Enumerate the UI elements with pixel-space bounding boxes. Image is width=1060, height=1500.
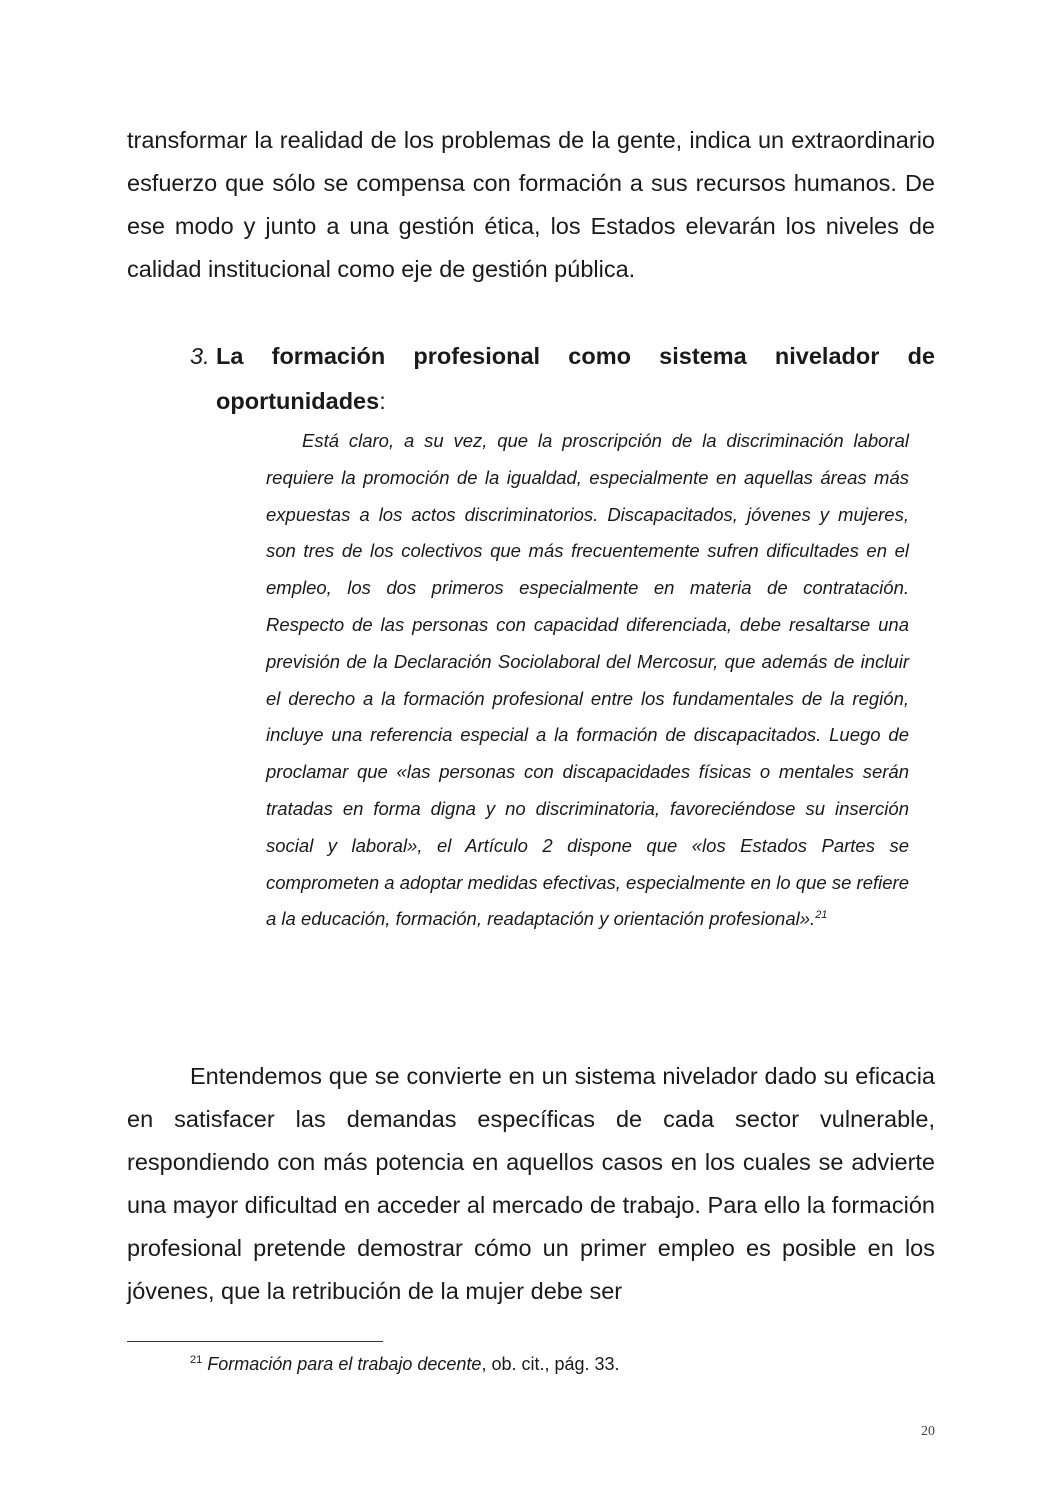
section-title: La formación profesional como sistema nivelador de oportunidades <box>216 343 935 414</box>
block-quote <box>266 423 909 938</box>
section-number: 3. <box>190 343 210 369</box>
page-number: 20 <box>921 1424 935 1439</box>
footnote-marker: 21 <box>190 1354 203 1366</box>
section-title-wrap <box>216 334 935 424</box>
footnote-rest: , ob. cit., pág. 33. <box>481 1354 620 1374</box>
footnote-title: Formación para el trabajo decente <box>207 1354 482 1374</box>
footnote <box>190 1351 620 1377</box>
footnote-separator <box>127 1341 383 1342</box>
body-paragraph: Entendemos que se convierte en un sistema nivelador dado su eficacia en satisfacer las demandas específicas de cada sector vulnerable, respondiendo con más potencia en aquellos casos en los cuales se advierte una mayor dificultad en acceder al mercado de trabajo. Para ello la formación profesional pretende demostrar cómo un primer empleo es posible en los jóvenes, que la retribución de la mujer debe ser <box>127 1063 935 1304</box>
section-heading <box>190 334 935 424</box>
intro-paragraph: transformar la realidad de los problemas de la gente, indica un extraordinario esfuerzo que sólo se compensa con formación a sus recursos humanos. De ese modo y junto a una gestión ética, los Estados elevarán los niveles de calidad institucional como eje de gestión pública. <box>127 127 935 282</box>
block-quote-text: Está claro, a su vez, que la proscripción de la discriminación laboral requiere la promoción de la igualdad, especialmente en aquellas áreas más expuestas a los actos discriminatorios. Discapacitados, jóvenes y mujeres, son tres de los colectivos que más frecuentemente sufren dificultades en el empleo, los dos primeros especialmente en materia de contratación. Respecto de las personas con capacidad diferenciada, debe resaltarse una previsión de la Declaración Sociolaboral del Mercosur, que además de incluir el derecho a la formación profesional entre los fundamentales de la región, incluye una referencia especial a la formación de discapacitados. Luego de proclamar que «las personas con discapacidades físicas o mentales serán tratadas en forma digna y no discriminatoria, favoreciéndose su inserción social y laboral», el Artículo 2 dispone que «los Estados Partes se comprometen a adoptar medidas efectivas, especialmente en lo que se refiere a la educación, formación, readaptación y orientación profesional». <box>266 430 909 930</box>
footnote-reference[interactable]: 21 <box>815 909 828 922</box>
section-title-suffix: : <box>379 388 386 414</box>
